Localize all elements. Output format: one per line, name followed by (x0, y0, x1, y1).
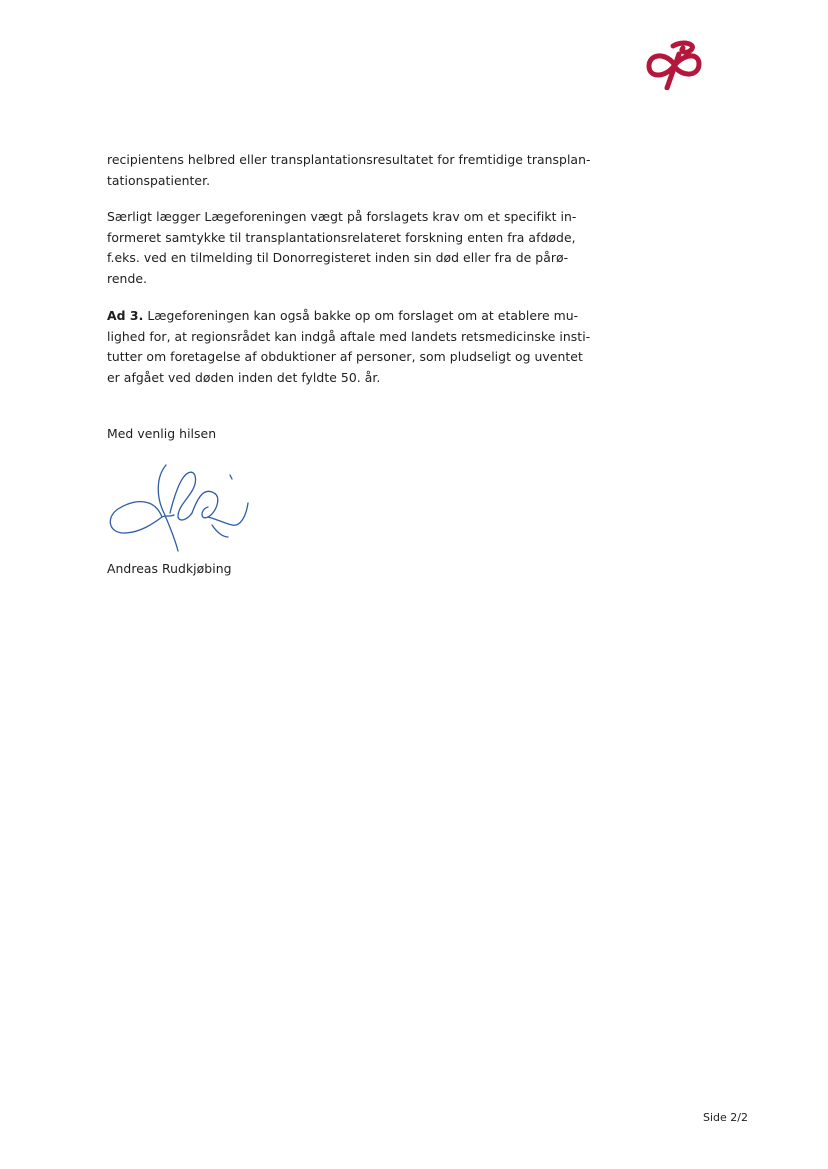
closing-salutation (107, 424, 597, 445)
paragraph-2-line: rende. (107, 270, 148, 286)
paragraph-2-line: Særligt lægger Lægeforeningen vægt på forslagets krav om et specifikt in- (107, 209, 577, 224)
signer-block (107, 559, 597, 580)
paragraph-3 (107, 306, 597, 388)
handwritten-signature (104, 457, 254, 557)
paragraph-1-line: recipientens helbred eller transplantationsresultatet for fremtidige transplan- (107, 152, 591, 167)
paragraph-3-first-line (107, 306, 597, 327)
paragraph-3-line: lighed for, at regionsrådet kan indgå aftale med landets retsmedicinske insti- (107, 328, 591, 344)
section-label: Ad 3. (107, 308, 144, 323)
page-number: Side 2/2 (703, 1111, 748, 1124)
paragraph-1 (107, 150, 597, 191)
paragraph-2-line: formeret samtykke til transplantationsrelateret forskning enten fra afdøde, (107, 229, 576, 245)
paragraph-3-line: tutter om foretagelse af obduktioner af personer, som pludseligt og uventet (107, 349, 583, 364)
paragraph-1-line: tationspatienter. (107, 172, 211, 188)
paragraph-3-line: Lægeforeningen kan også bakke op om forslaget om at etablere mu- (143, 308, 579, 323)
paragraph-2 (107, 207, 597, 289)
signer-name: Andreas Rudkjøbing (107, 561, 232, 576)
closing-text: Med venlig hilsen (107, 426, 217, 441)
paragraph-2-line: f.eks. ved en tilmelding til Donorregisteret inden sin død eller fra de pårø- (107, 250, 569, 265)
serpent-staff-logo-icon (643, 36, 705, 90)
paragraph-3-line: er afgået ved døden inden det fyldte 50. år. (107, 369, 381, 385)
